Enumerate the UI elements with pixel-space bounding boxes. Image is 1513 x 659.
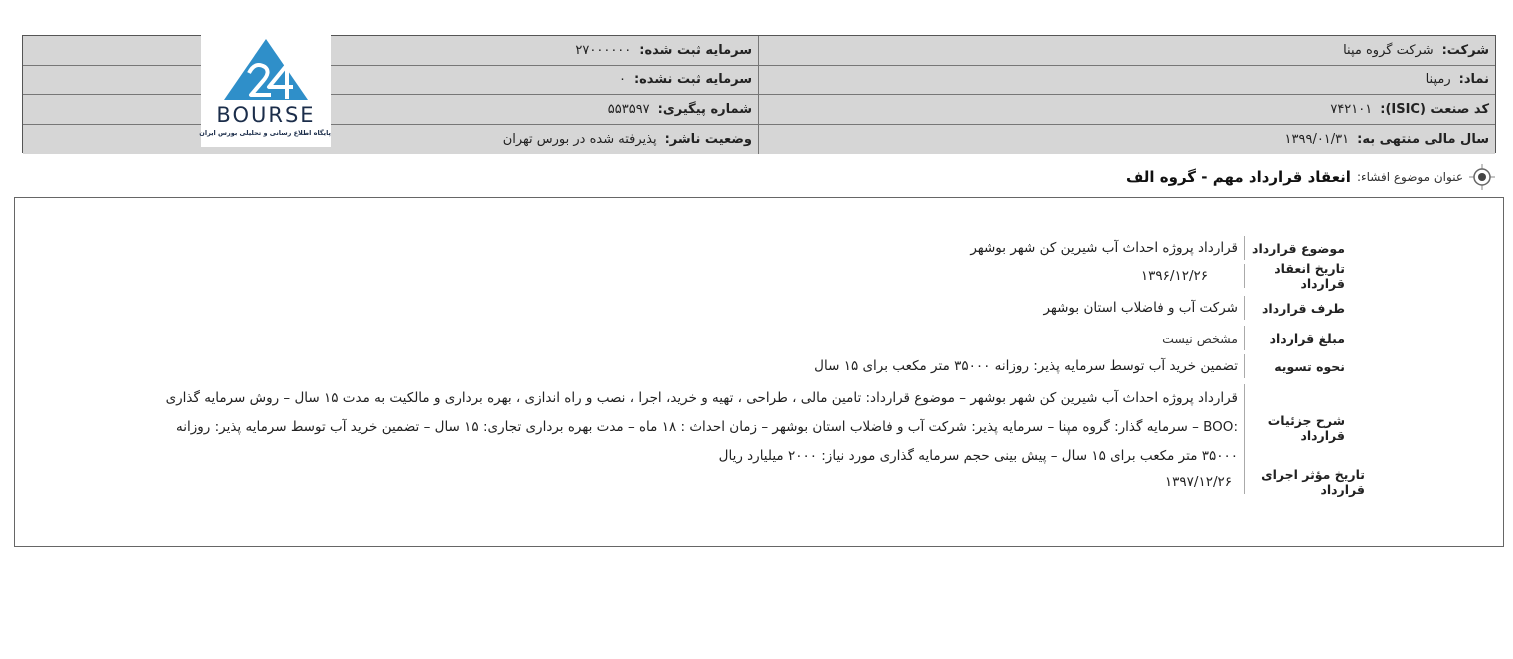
- registered-capital-label: سرمایه ثبت شده:: [639, 42, 752, 58]
- fiscal-value: ۱۳۹۹/۰۱/۳۱: [1284, 131, 1350, 147]
- isic-cell: [758, 95, 1495, 124]
- field-label: تاریخ انعقاد قرارداد: [1244, 264, 1347, 288]
- registered-capital-value: ۲۷۰۰۰۰۰۰: [575, 42, 632, 58]
- field-value: تضمین خرید آب توسط سرمایه پذیر: روزانه ۳۵۰۰۰ متر مکعب برای ۱۵ سال: [814, 358, 1238, 374]
- field-value: قرارداد پروژه احداث آب شیرین کن شهر بوشهر: [970, 240, 1238, 256]
- isic-value: ۷۴۲۱۰۱: [1330, 101, 1373, 117]
- publisher-status-label: وضعیت ناشر:: [664, 131, 752, 147]
- tracking-value: ۵۵۳۵۹۷: [607, 101, 650, 117]
- field-value: ۱۳۹۶/۱۲/۲۶: [1140, 268, 1208, 284]
- logo-wordmark: BOURSE: [216, 103, 316, 127]
- field-label: موضوع قرارداد: [1244, 236, 1347, 260]
- field-row-contract-date: [1140, 261, 1347, 291]
- fiscal-cell: [758, 125, 1495, 155]
- unregistered-capital-label: سرمایه ثبت نشده:: [633, 72, 752, 88]
- publisher-status-value: پذیرفته شده در بورس تهران: [502, 131, 657, 147]
- field-row-subject: [970, 236, 1347, 260]
- contract-details-box: [14, 197, 1504, 547]
- symbol-value: رمپنا: [1425, 72, 1451, 88]
- unregistered-capital-value: ۰: [618, 72, 626, 88]
- unregistered-capital-cell: [23, 66, 758, 95]
- fiscal-label: سال مالی منتهی به:: [1357, 131, 1489, 147]
- field-value: مشخص نیست: [1162, 330, 1238, 346]
- triangle-24-icon: [201, 17, 331, 107]
- company-cell: [758, 36, 1495, 65]
- disclosure-title-caption: عنوان موضوع افشاء:: [1356, 170, 1463, 184]
- field-row-effective-date: [1164, 467, 1367, 497]
- field-row-counterparty: [1043, 296, 1347, 320]
- field-row-amount: [1162, 326, 1347, 350]
- field-label: نحوه تسویه: [1244, 354, 1347, 378]
- field-label: تاریخ مؤثر اجرای قرارداد: [1244, 470, 1367, 494]
- field-row-details: [148, 384, 1347, 472]
- registered-capital-cell: [23, 36, 758, 65]
- disclosure-title-row: [1126, 161, 1495, 193]
- isic-label: کد صنعت (ISIC):: [1380, 101, 1489, 117]
- field-value: قرارداد پروژه احداث آب شیرین کن شهر بوشهر – موضوع قرارداد: تامین مالی ، طراحی ، تهیه و خرید، اجرا ، نصب و راه اندازی ، بهره برداری و مالکیت به مدت ۱۵ سال – روش سرمایه گذاری :BOO – سرمایه گذار: گروه مپنا – سرمایه پذیر: شرکت آب و فاضلاب استان بوشهر – زمان احداث : ۱۸ ماه – مدت بهره برداری تجاری: ۱۵ سال – تضمین خرید آب توسط سرمایه پذیر: روزانه ۳۵۰۰۰ متر مکعب برای ۱۵ سال – پیش بینی حجم سرمایه گذاری مورد نیاز: ۲۰۰۰ میلیارد ریال: [165, 390, 1238, 464]
- tracking-label: شماره پیگیری:: [657, 101, 752, 117]
- tracking-cell: [23, 95, 758, 124]
- field-label: شرح جزئیات قرارداد: [1244, 384, 1347, 472]
- field-value: ۱۳۹۷/۱۲/۲۶: [1164, 474, 1232, 490]
- symbol-cell: [758, 66, 1495, 95]
- field-row-settlement: [814, 354, 1347, 378]
- field-label: مبلغ قرارداد: [1244, 326, 1347, 350]
- company-label: شرکت:: [1441, 42, 1489, 58]
- disclosure-title: انعقاد قرارداد مهم - گروه الف: [1125, 168, 1351, 186]
- bourse24-logo: [201, 17, 331, 147]
- field-value: شرکت آب و فاضلاب استان بوشهر: [1043, 300, 1238, 316]
- publisher-status-cell: [23, 125, 758, 155]
- symbol-label: نماد:: [1458, 72, 1489, 88]
- field-label: طرف قرارداد: [1244, 296, 1347, 320]
- target-icon: [1469, 164, 1495, 190]
- logo-subtitle: پایگاه اطلاع رسانی و تحلیلی بورس ایران: [199, 129, 331, 137]
- company-value: شرکت گروه مپنا: [1343, 42, 1434, 58]
